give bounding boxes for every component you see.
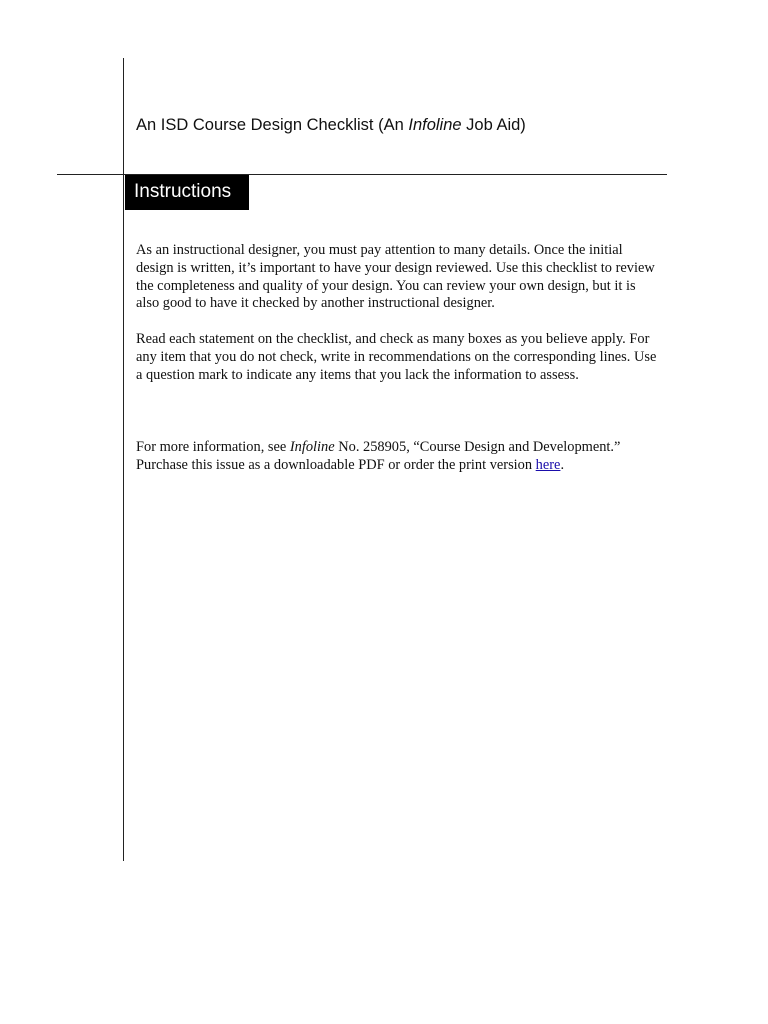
purchase-link[interactable]: here — [535, 456, 561, 473]
section-label-instructions: Instructions — [125, 175, 249, 210]
more-info-middle: No. 258905, “Course Design and Development.” Purchase this issue as a downloadable PDF or order the print version — [136, 439, 621, 473]
title-suffix: Job Aid) — [461, 116, 526, 134]
more-info-prefix: For more information, see — [136, 439, 290, 455]
document-title — [136, 114, 526, 136]
more-info-italic: Infoline — [289, 439, 335, 455]
title-italic: Infoline — [408, 116, 462, 134]
title-prefix: An ISD Course Design Checklist (An — [136, 116, 409, 134]
instructions-paragraph-1: As an instructional designer, you must pay attention to many details. Once the initial design is written, it’s important to have your design reviewed. Use this checklist to review the completeness and quality of your design. You can review your own design, but it is also good to have it checked by another instructional designer. — [136, 242, 655, 312]
instructions-paragraph-2: Read each statement on the checklist, and check as many boxes as you believe apply. For any item that you do not check, write in recommendations on the corresponding lines. Use a question mark to indicate any items that you lack the information to assess. — [136, 331, 657, 383]
more-info-suffix: . — [560, 456, 565, 473]
more-info-paragraph — [136, 439, 658, 475]
vertical-rule — [123, 58, 124, 861]
